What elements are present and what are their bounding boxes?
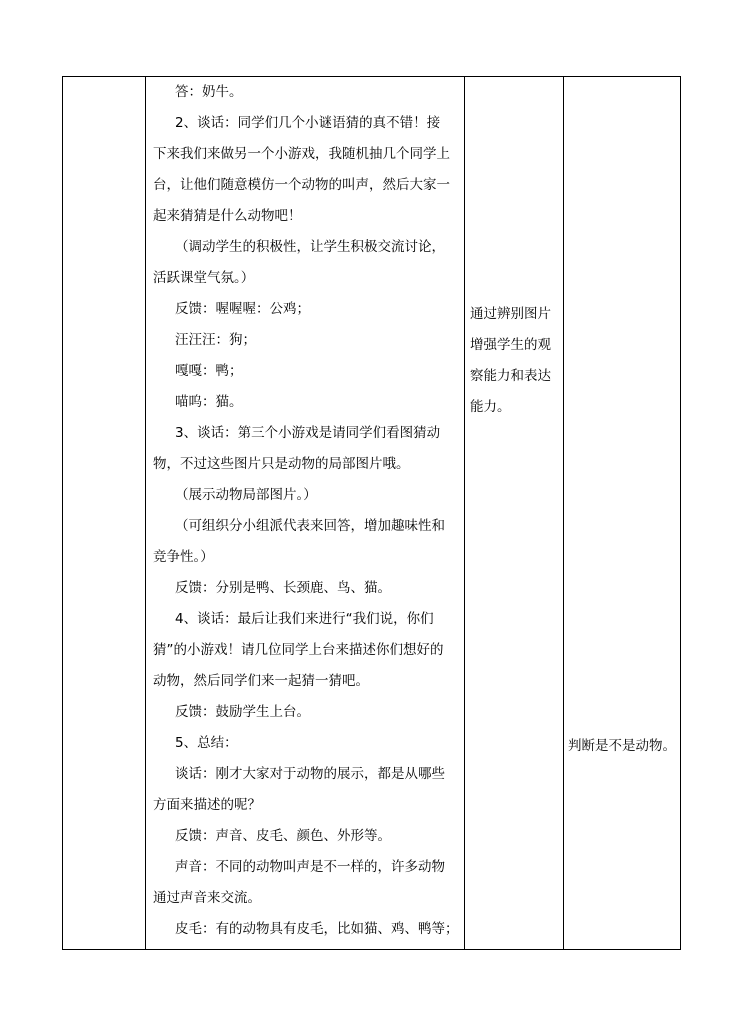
text-line: 方面来描述的呢？ <box>153 797 261 813</box>
design-intent-line: 能力。 <box>470 399 511 415</box>
column-divider <box>563 77 564 949</box>
text-line: （可组织分小组派代表来回答，增加趣味性和 <box>175 518 445 534</box>
text-line: 起来猜猜是什么动物吧！ <box>153 208 302 224</box>
text-line: （调动学生的积极性，让学生积极交流讨论， <box>175 239 445 255</box>
text-line: 反馈：声音、皮毛、颜色、外形等。 <box>175 828 391 844</box>
text-line: 反馈：分别是鸭、长颈鹿、鸟、猫。 <box>175 580 391 596</box>
text-line: 嘎嘎：鸭； <box>175 363 243 379</box>
evaluation-cell <box>564 731 684 762</box>
text-line: 谈话：刚才大家对于动物的展示，都是从哪些 <box>175 766 445 782</box>
text-line: 通过声音来交流。 <box>153 890 261 906</box>
evaluation-line: 判断是不是动物。 <box>568 738 676 754</box>
text-line: 答：奶牛。 <box>175 84 243 100</box>
text-line: 动物，然后同学们来一起猜一猜吧。 <box>153 673 369 689</box>
text-line: 活跃课堂气氛。） <box>153 270 255 286</box>
text-line: 皮毛：有的动物具有皮毛，比如猫、鸡、鸭等； <box>175 921 459 937</box>
text-line: 汪汪汪：狗； <box>175 332 256 348</box>
text-line: 下来我们来做另一个小游戏，我随机抽几个同学上 <box>153 146 450 162</box>
design-intent-line: 通过辨别图片 <box>470 306 551 322</box>
text-line: 竞争性。） <box>153 549 214 565</box>
text-line: 台，让他们随意模仿一个动物的叫声，然后大家一 <box>153 177 450 193</box>
lesson-table <box>62 76 681 950</box>
text-line: 4、谈话：最后让我们来进行“我们说，你们 <box>175 611 434 627</box>
design-intent-cell <box>466 299 566 423</box>
teaching-process-cell <box>145 77 465 945</box>
text-line: 猜”的小游戏！请几位同学上台来描述你们想好的 <box>153 642 444 658</box>
text-line: 反馈：鼓励学生上台。 <box>175 704 310 720</box>
text-line: 2、谈话：同学们几个小谜语猜的真不错！接 <box>175 115 441 131</box>
design-intent-line: 察能力和表达 <box>470 368 551 384</box>
text-line: 声音：不同的动物叫声是不一样的，许多动物 <box>175 859 445 875</box>
text-line: 喵呜：猫。 <box>175 394 243 410</box>
text-line: 反馈：喔喔喔：公鸡； <box>175 301 310 317</box>
text-line: 5、总结： <box>175 735 238 751</box>
text-line: （展示动物局部图片。） <box>175 487 317 503</box>
text-line: 物，不过这些图片只是动物的局部图片哦。 <box>153 456 410 472</box>
design-intent-line: 增强学生的观 <box>470 337 551 353</box>
text-line: 3、谈话：第三个小游戏是请同学们看图猜动 <box>175 425 441 441</box>
